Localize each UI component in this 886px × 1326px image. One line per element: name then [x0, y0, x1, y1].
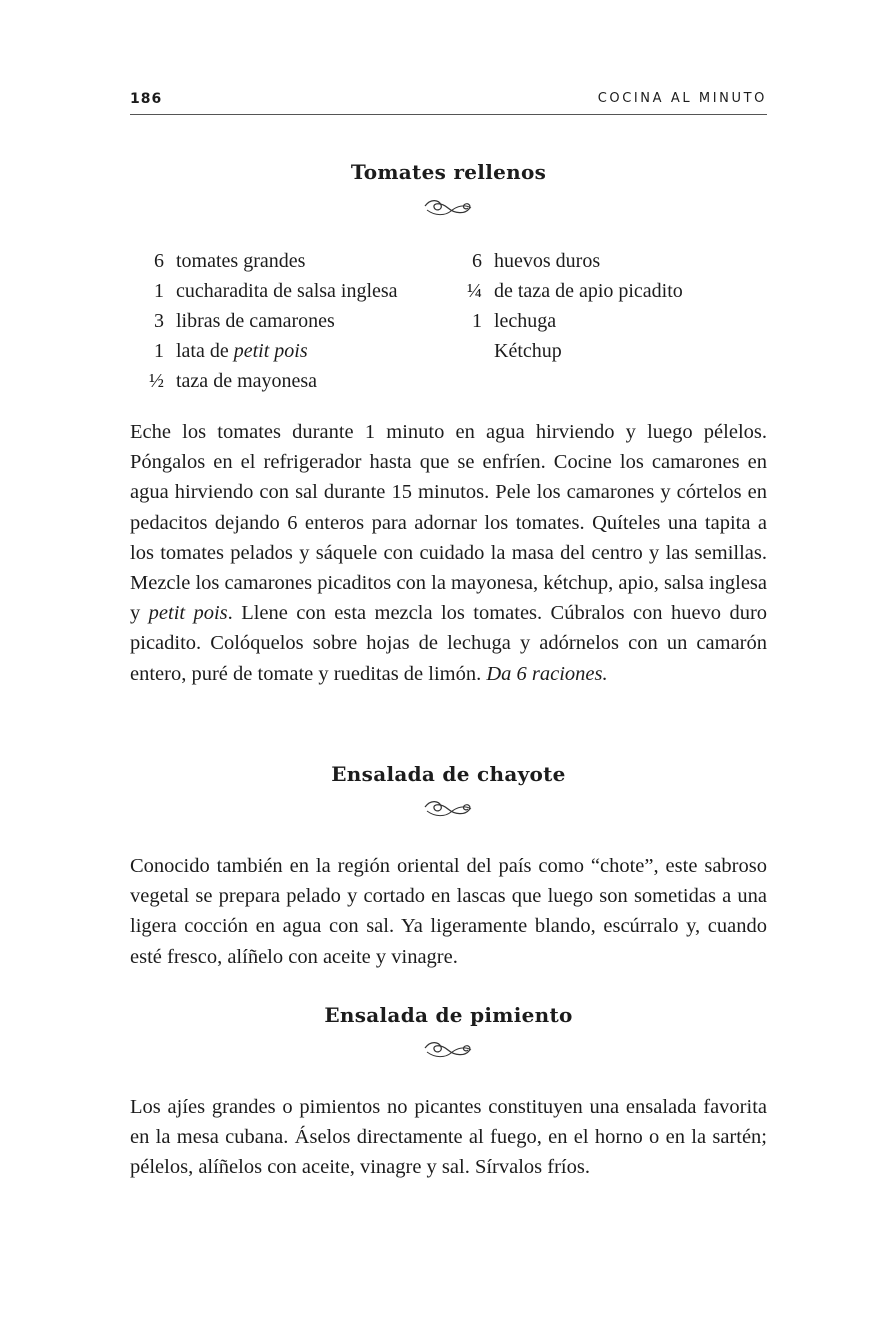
recipe-title-ensalada-de-pimiento: Ensalada de pimiento [324, 1003, 573, 1027]
ingredient-qty: 1 [154, 340, 164, 362]
ingredient-name-italic: petit pois [233, 340, 308, 362]
ingredient-name [176, 340, 308, 362]
ingredient-name: de taza de apio picadito [494, 280, 683, 302]
ingredient-item [154, 310, 335, 340]
ingredient-qty: 6 [154, 250, 164, 272]
flourish-ornament-icon [421, 196, 475, 220]
ingredient-item [472, 310, 557, 340]
instructions-text: . Llene con esta mezcla los tomates. Cúbralos con huevo duro picadito. Colóquelos sobre hojas de lechuga y adórnelos con un camarón entero, puré de tomate y rueditas de limón. [130, 602, 768, 685]
ingredient-item [472, 250, 601, 280]
ingredient-name: taza de mayonesa [176, 370, 318, 392]
recipe-instructions-tomates-rellenos [130, 417, 767, 689]
page-number: 186 [130, 91, 163, 107]
flourish-ornament-icon [421, 797, 475, 821]
recipe-title-tomates-rellenos: Tomates rellenos [350, 160, 547, 184]
ingredient-qty: ¼ [467, 280, 482, 302]
ingredient-qty: 3 [154, 310, 164, 332]
ingredient-name: tomates grandes [176, 250, 306, 272]
ingredient-item [467, 280, 683, 310]
ingredient-item [149, 370, 318, 400]
recipe-instructions-ensalada-de-chayote: Conocido también en la región oriental del país como “chote”, este sabroso vegetal se prepara pelado y cortado en lascas que luego son sometidas a una ligera cocción en agua con sal. Ya ligeramente blando, escúrralo y, cuando esté fresco, alíñelo con aceite y vinagre. [130, 855, 767, 968]
flourish-ornament-icon [421, 1038, 475, 1062]
ingredient-name: huevos duros [494, 250, 601, 272]
ingredient-name: Kétchup [494, 340, 562, 362]
ingredient-name-prefix: lata de [176, 340, 234, 362]
instructions-text: Eche los tomates durante 1 minuto en agua hirviendo y luego pélelos. Póngalos en el refrigerador hasta que se enfríen. Cocine los camarones en agua hirviendo con sal durante 15 minutos. Pele los camarones y córtelos en pedacitos dejando 6 enteros para adornar los tomates. Quíteles una tapita a los tomates pelados y sáquele con cuidado la masa del centro y las semillas. Mezcle los camarones picaditos con la mayonesa, kétchup, apio, salsa inglesa y [130, 421, 767, 625]
recipe-instructions-ensalada-de-pimiento: Los ajíes grandes o pimientos no picantes constituyen una ensalada favorita en la mesa cubana. Áselos directamente al fuego, en el horno o en la sartén; pélelos, alíñelos con aceite, vinagre y sal. Sírvalos fríos. [130, 1096, 767, 1179]
ingredient-item [154, 340, 308, 370]
ingredient-qty: 1 [472, 310, 482, 332]
ingredient-name: lechuga [494, 310, 557, 332]
ingredient-item [154, 250, 306, 280]
recipe-title-ensalada-de-chayote: Ensalada de chayote [331, 762, 566, 786]
ingredient-name: cucharadita de salsa inglesa [176, 280, 398, 302]
ingredient-item [494, 340, 562, 370]
servings-note: Da 6 raciones. [486, 662, 608, 685]
ingredient-item [154, 280, 398, 310]
page-header [130, 90, 767, 115]
instructions-italic: petit pois [148, 602, 228, 625]
ingredient-qty: 6 [472, 250, 482, 272]
ingredient-qty: ½ [149, 370, 164, 392]
ingredient-qty: 1 [154, 280, 164, 302]
running-title: COCINA AL MINUTO [597, 91, 767, 106]
ingredient-name: libras de camarones [176, 310, 335, 332]
